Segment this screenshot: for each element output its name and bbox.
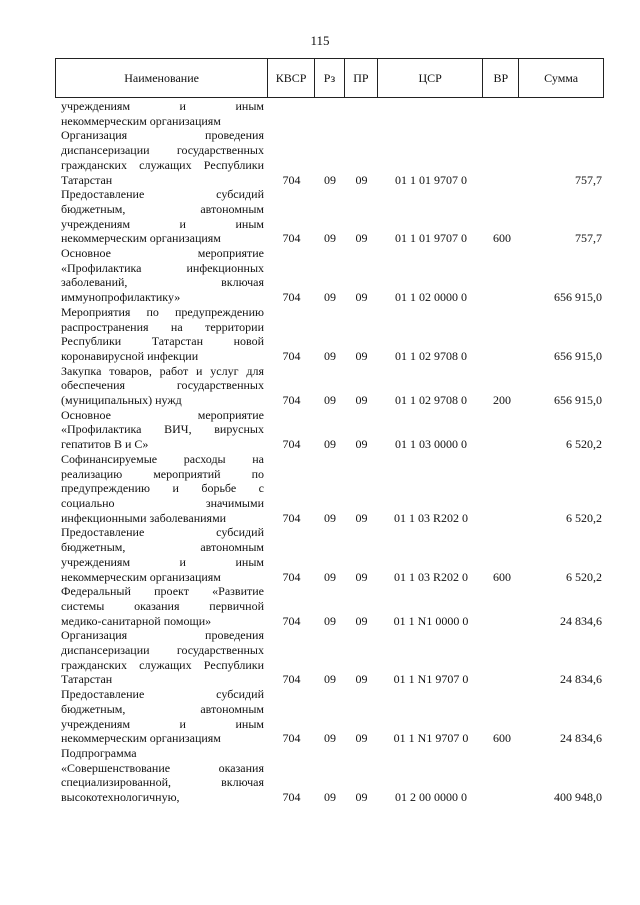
- row-pr: 09: [355, 437, 368, 452]
- row-sum: 6 520,2: [566, 569, 602, 584]
- row-sum: 757,7: [575, 172, 602, 187]
- row-sum: 24 834,6: [560, 672, 602, 687]
- row-csr: 01 1 02 9708 0: [395, 348, 467, 363]
- row-sum: 656 915,0: [554, 290, 602, 305]
- row-csr: 01 1 03 R202 0: [393, 569, 468, 584]
- row-name-line: Федеральный проект «Развитие: [61, 584, 264, 599]
- row-name-line: «Профилактика ВИЧ, вирусных: [61, 422, 264, 437]
- row-pr: 09: [355, 393, 368, 408]
- row-name-line: «Профилактика инфекционных: [61, 260, 264, 275]
- row-name-line: Основное мероприятие: [61, 246, 264, 261]
- row-pr: 09: [355, 731, 368, 746]
- row-sum: 6 520,2: [566, 437, 602, 452]
- row-name-line: обеспечения государственных: [61, 378, 264, 393]
- row-name-line: учреждениям и иным: [61, 716, 264, 731]
- row-sum: 400 948,0: [554, 790, 602, 805]
- row-name-line: Татарстан: [61, 172, 113, 187]
- row-kvsr: 704: [282, 790, 301, 805]
- row-name: [55, 246, 268, 305]
- row-name-line: некоммерческим организациям: [61, 231, 221, 246]
- page-number: 115: [310, 33, 330, 48]
- row-name: [55, 746, 268, 805]
- row-sum: 656 915,0: [554, 348, 602, 363]
- row-name-line: диспансеризации государственных: [61, 143, 264, 158]
- row-name: [55, 628, 268, 687]
- table-row: [55, 452, 604, 526]
- header-rz: Рз: [315, 59, 345, 97]
- row-vr: 600: [493, 731, 511, 746]
- row-pr: 09: [355, 672, 368, 687]
- row-pr: 09: [355, 790, 368, 805]
- row-kvsr: 704: [282, 731, 301, 746]
- row-name-line: специализированной, включая: [61, 775, 264, 790]
- row-kvsr: 704: [282, 569, 301, 584]
- row-rz: 09: [324, 790, 336, 805]
- row-csr: 01 1 03 R202 0: [393, 510, 468, 525]
- table-row: [55, 584, 604, 628]
- row-rz: 09: [324, 348, 336, 363]
- row-name-line: Организация проведения: [61, 128, 264, 143]
- row-pr: 09: [355, 348, 368, 363]
- row-name-line: реализацию мероприятий по: [61, 466, 264, 481]
- row-kvsr: 704: [282, 437, 301, 452]
- row-name: [55, 364, 268, 408]
- table-row: [55, 525, 604, 584]
- row-name-line: Софинансируемые расходы на: [61, 451, 264, 466]
- row-name-line: некоммерческим организациям: [61, 113, 221, 128]
- row-name-line: инфекционными заболеваниями: [61, 510, 227, 525]
- table-row: [55, 408, 604, 452]
- row-kvsr: 704: [282, 393, 301, 408]
- row-csr: 01 1 N1 9707 0: [393, 731, 469, 746]
- row-vr: 200: [493, 393, 511, 408]
- row-kvsr: 704: [282, 348, 301, 363]
- row-rz: 09: [324, 672, 336, 687]
- row-name-line: гражданских служащих Республики: [61, 657, 264, 672]
- header-vr: ВР: [483, 59, 519, 97]
- row-kvsr: 704: [282, 510, 301, 525]
- row-name-line: бюджетным, автономным: [61, 701, 264, 716]
- row-rz: 09: [324, 510, 336, 525]
- row-name: [55, 525, 268, 584]
- row-kvsr: 704: [282, 172, 301, 187]
- row-rz: 09: [324, 613, 336, 628]
- header-sum: Сумма: [544, 70, 579, 85]
- header-kvsr: КВСР: [268, 59, 315, 97]
- header-pr: ПР: [345, 59, 378, 97]
- row-name-line: учреждениям и иным: [61, 554, 264, 569]
- row-name-line: бюджетным, автономным: [61, 201, 264, 216]
- row-vr: 600: [493, 231, 511, 246]
- row-csr: 01 2 00 0000 0: [395, 790, 467, 805]
- row-name-line: заболеваний, включая: [61, 275, 264, 290]
- row-name: [55, 584, 268, 628]
- row-name: [55, 408, 268, 452]
- row-sum: 6 520,2: [566, 510, 602, 525]
- row-name-line: социально значимыми: [61, 495, 264, 510]
- table-row: [55, 746, 604, 805]
- row-rz: 09: [324, 569, 336, 584]
- row-name-line: учреждениям и иным: [61, 216, 264, 231]
- row-kvsr: 704: [282, 231, 301, 246]
- row-name-line: коронавирусной инфекции: [61, 348, 199, 363]
- row-name: [55, 187, 268, 246]
- row-name-line: некоммерческим организациям: [61, 569, 221, 584]
- row-csr: 01 1 02 9708 0: [395, 393, 467, 408]
- row-name-line: гепатитов В и С»: [61, 437, 149, 452]
- table-row: [55, 99, 604, 128]
- row-name-line: Подпрограмма: [61, 745, 137, 760]
- row-kvsr: 704: [282, 290, 301, 305]
- row-name-line: учреждениям и иным: [61, 99, 264, 113]
- table-row: [55, 128, 604, 187]
- row-csr: 01 1 03 0000 0: [395, 437, 467, 452]
- row-csr: 01 1 02 0000 0: [395, 290, 467, 305]
- row-name-line: распространения на территории: [61, 319, 264, 334]
- row-csr: 01 1 01 9707 0: [395, 172, 467, 187]
- row-rz: 09: [324, 437, 336, 452]
- table-row: [55, 628, 604, 687]
- row-name: [55, 687, 268, 746]
- row-kvsr: 704: [282, 672, 301, 687]
- row-name-line: системы оказания первичной: [61, 598, 264, 613]
- row-pr: 09: [355, 613, 368, 628]
- row-kvsr: 704: [282, 613, 301, 628]
- row-pr: 09: [355, 290, 368, 305]
- row-rz: 09: [324, 290, 336, 305]
- row-rz: 09: [324, 731, 336, 746]
- row-name-line: Закупка товаров, работ и услуг для: [61, 363, 264, 378]
- row-csr: 01 1 01 9707 0: [395, 231, 467, 246]
- row-name: [55, 305, 268, 364]
- row-name-line: Основное мероприятие: [61, 407, 264, 422]
- row-name-line: высокотехнологичную,: [61, 790, 180, 805]
- row-sum: 757,7: [575, 231, 602, 246]
- row-sum: 24 834,6: [560, 731, 602, 746]
- row-rz: 09: [324, 393, 336, 408]
- row-name-line: Мероприятия по предупреждению: [61, 304, 264, 319]
- row-name-line: Предоставление субсидий: [61, 687, 264, 702]
- table-row: [55, 187, 604, 246]
- row-name: [55, 452, 268, 526]
- table-row: [55, 687, 604, 746]
- row-pr: 09: [355, 172, 368, 187]
- row-vr: 600: [493, 569, 511, 584]
- row-name-line: Татарстан: [61, 672, 113, 687]
- header-csr: ЦСР: [378, 59, 484, 97]
- row-name-line: иммунопрофилактику»: [61, 290, 181, 305]
- row-name-line: «Совершенствование оказания: [61, 760, 264, 775]
- row-csr: 01 1 N1 9707 0: [393, 672, 469, 687]
- row-rz: 09: [324, 231, 336, 246]
- row-sum: 656 915,0: [554, 393, 602, 408]
- row-rz: 09: [324, 172, 336, 187]
- row-sum: 24 834,6: [560, 613, 602, 628]
- row-name-line: Республики Татарстан новой: [61, 334, 264, 349]
- table-row: [55, 305, 604, 364]
- row-csr: 01 1 N1 0000 0: [393, 613, 469, 628]
- row-name: [55, 128, 268, 187]
- row-name-line: диспансеризации государственных: [61, 643, 264, 658]
- row-name-line: Предоставление субсидий: [61, 187, 264, 202]
- table-header: [55, 58, 604, 98]
- row-name-line: Предоставление субсидий: [61, 525, 264, 540]
- row-name-line: (муниципальных) нужд: [61, 393, 182, 408]
- row-name-line: медико-санитарной помощи»: [61, 613, 212, 628]
- row-pr: 09: [355, 231, 368, 246]
- row-name-line: гражданских служащих Республики: [61, 157, 264, 172]
- row-name-line: бюджетным, автономным: [61, 540, 264, 555]
- table-row: [55, 364, 604, 408]
- header-name: Наименование: [56, 59, 268, 97]
- row-pr: 09: [355, 510, 368, 525]
- row-pr: 09: [355, 569, 368, 584]
- row-name: [55, 99, 268, 128]
- row-name-line: некоммерческим организациям: [61, 731, 221, 746]
- table-body: [55, 99, 604, 805]
- table-row: [55, 246, 604, 305]
- row-name-line: Организация проведения: [61, 628, 264, 643]
- row-name-line: предупреждению и борьбе с: [61, 481, 264, 496]
